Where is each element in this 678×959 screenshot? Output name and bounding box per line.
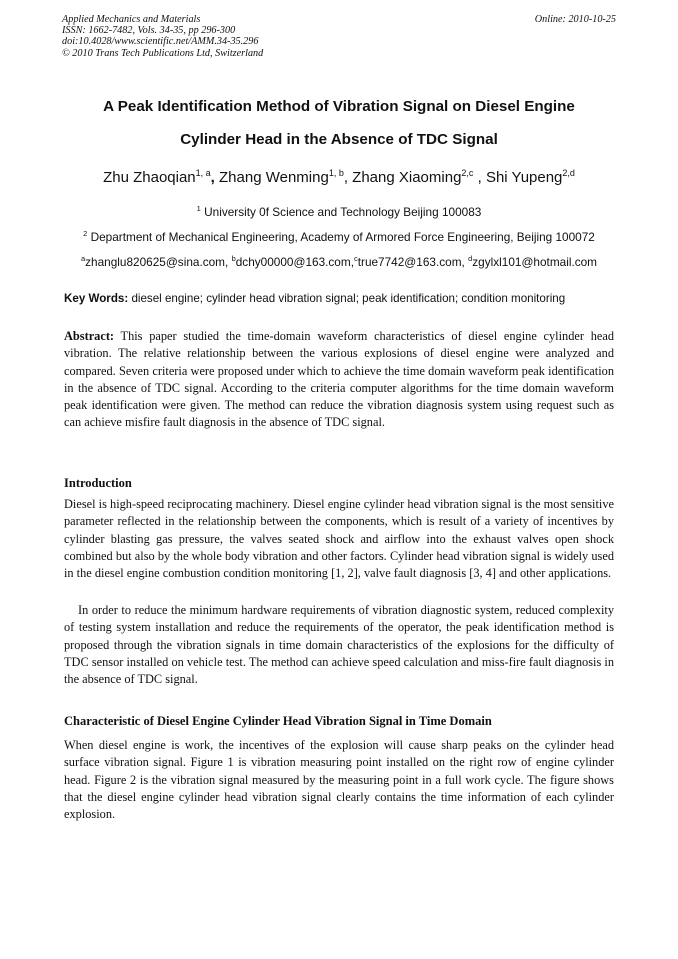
author-sep: ,	[343, 169, 353, 186]
email-sup: c	[353, 254, 358, 263]
keywords-text: diesel engine; cylinder head vibration signal; peak identification; condition monitoring	[128, 292, 566, 305]
author-list	[30, 168, 648, 186]
author-sep: ,	[473, 169, 486, 186]
email-c: true7742@163.com,	[357, 254, 469, 269]
author-name: Zhang Xiaoming	[352, 169, 462, 186]
author-name: Shi Yupeng	[485, 169, 563, 186]
author-name: Zhang Wenming	[219, 169, 329, 186]
affiliation-1	[20, 204, 658, 219]
doi-line: doi:10.4028/www.scientific.net/AMM.34-35.296	[62, 36, 259, 48]
author-sup: 1, a	[195, 168, 211, 178]
abstract	[64, 328, 614, 432]
affiliation-2	[20, 229, 658, 244]
affiliation-sup: 2	[83, 229, 88, 238]
affiliation-sup: 1	[196, 204, 201, 213]
paper-title	[40, 90, 638, 156]
email-d: zgylxl101@hotmail.com	[472, 254, 598, 269]
introduction-paragraph-1: Diesel is high-speed reciprocating machinery. Diesel engine cylinder head vibration signal is the most sensitive parameter reflected in the relationship between the components, which is result of a variety of incentives by cylinder blasting gas pressure, the valves seated shock and airflow into the exhaust valves open shock combined but also by the whole body vibration and other factors. Cylinder head vibration signal is widely used in the diesel engine combustion condition monitoring [1, 2], valve fault diagnosis [3, 4] and other applications.	[64, 497, 614, 581]
introduction-heading: Introduction	[64, 476, 132, 490]
email-a: zhanglu820625@sina.com,	[85, 254, 232, 269]
author-sup: 1, b	[328, 168, 344, 178]
abstract-text: This paper studied the time-domain waveform characteristics of diesel engine cylinder head vibration. The relative relationship between the various explosions of diesel engine were analyzed and compared. Seven criteria were proposed under which to achieve the time domain waveform peak identification in the absence of TDC signal. According to the criteria computer algorithms for the time domain waveform peak identification were given. The method can reduce the vibration diagnosis system using request such as can achieve misfire fault diagnosis in the absence of TDC signal.	[64, 329, 614, 430]
title-line-2: Cylinder Head in the Absence of TDC Signal	[180, 131, 498, 148]
abstract-label: Abstract:	[64, 329, 115, 343]
author-sup: 2,d	[562, 168, 575, 178]
author-sup: 2,c	[461, 168, 474, 178]
issn-line: ISSN: 1662-7482, Vols. 34-35, pp 296-300	[62, 25, 236, 37]
introduction-paragraph-2: In order to reduce the minimum hardware requirements of vibration diagnostic system, reduced complexity of testing system installation and reduce the requirements of the operator, the peak identification method is proposed through the vibration signals in time domain characteristics of the explosions for the difficulty of TDC sensor installed on vehicle test. The method can achieve speed calculation and miss-fire fault diagnosis in the absence of TDC signal.	[64, 603, 614, 687]
email-b: dchy00000@163.com,	[235, 254, 354, 269]
section-heading: Characteristic of Diesel Engine Cylinder Head Vibration Signal in Time Domain	[64, 714, 492, 728]
journal-header	[62, 14, 616, 59]
online-date: Online: 2010-10-25	[534, 14, 616, 25]
section-paragraph: When diesel engine is work, the incentives of the explosion will cause sharp peaks on the cylinder head surface vibration signal. Figure 1 is vibration measuring point installed on the right row of engine cylinder head. Figure 2 is the vibration signal measured by the measuring point in a full work cycle. The figure shows that the diesel engine cylinder head vibration signal clearly contains the time information of each cylinder explosion.	[64, 738, 614, 822]
email-sup: a	[80, 254, 86, 263]
title-line-1: A Peak Identification Method of Vibration Signal on Diesel Engine	[103, 98, 575, 115]
email-sup: b	[231, 254, 236, 263]
keywords	[64, 292, 616, 305]
affiliation-text: University 0f Science and Technology Beijing 100083	[204, 204, 482, 219]
journal-name: Applied Mechanics and Materials	[62, 14, 201, 25]
keywords-label: Key Words:	[64, 292, 129, 305]
affiliation-text: Department of Mechanical Engineering, Academy of Armored Force Engineering, Beijing 100072	[90, 229, 595, 244]
author-emails	[20, 254, 658, 269]
author-sep: ,	[210, 169, 220, 186]
email-sup: d	[468, 254, 473, 263]
copyright-line: © 2010 Trans Tech Publications Ltd, Switzerland	[62, 47, 264, 59]
author-name: Zhu Zhaoqian	[103, 169, 196, 186]
